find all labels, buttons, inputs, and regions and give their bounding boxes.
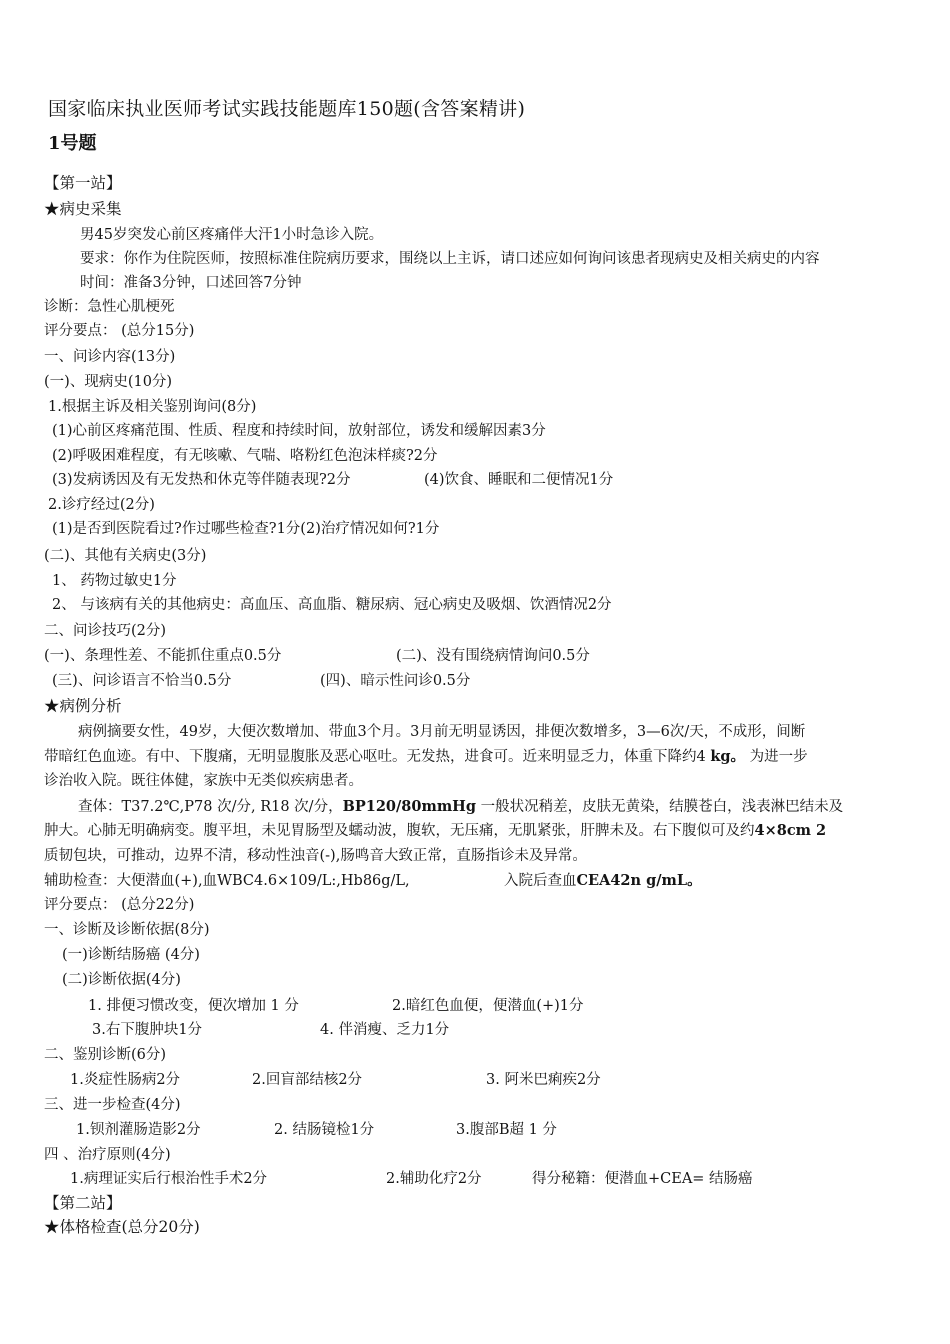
case-summary-line-2-text: 带暗红色血迹。有中、下腹痛，无明显腹胀及恶心呕吐。无发热，进食可。近来明显乏力，体重下降约4 [44,749,711,765]
differential-1: 1.炎症性肠病2分 [70,1072,181,1088]
basis-3: 3.右下腹肿块1分 [92,1022,203,1038]
inquiry-skill-4: (四)、暗示性问诊0.5分 [320,673,471,689]
differential-heading: 二、鉴别诊断(6分) [44,1047,167,1063]
inquiry-skill-1: (一)、条理性差、不能抓住重点0.5分 [44,648,282,664]
case-summary-line-2-tail: 为进一步 [745,749,808,765]
differential-3: 3. 阿米巴痢疾2分 [486,1072,601,1088]
case-summary-line-3: 诊治收入院。既往体健，家族中无类似疾病患者。 [44,773,363,789]
basis-1: 1. 排便习惯改变，便次增加 1 分 [88,998,299,1014]
further-exam-2: 2. 结肠镜检1分 [274,1122,375,1138]
case-analysis-heading: ★病例分析 [44,697,122,715]
aux-exam-line [504,871,702,891]
present-illness-heading: (一)、现病史(10分) [44,374,173,390]
inquiry-skill-3: (三)、问诊语言不恰当0.5分 [52,673,232,689]
basis-4: 4. 伴消瘦、乏力1分 [320,1022,450,1038]
other-history-2: 2、 与该病有关的其他病史：高血压、高血脂、糖尿病、冠心病史及吸烟、饮酒情况2分 [52,597,612,613]
history-taking-heading: ★病史采集 [44,200,122,218]
inquiry-content-heading: 一、问诊内容(13分) [44,349,176,365]
requirement-text: 要求：你作为住院医师，按照标准住院病历要求，围绕以上主诉，请口述应如何询问该患者现病史及相关病史的内容 [80,251,820,267]
item-1-3: (3)发病诱因及有无发热和休克等伴随表现?2分 [52,472,351,488]
further-exam-heading: 三、进一步检查(4分) [44,1097,181,1113]
further-exam-1: 1.钡剂灌肠造影2分 [76,1122,201,1138]
treatment-heading: 四 、治疗原则(4分) [44,1147,171,1163]
aux-exam-a: 辅助检查：大便潜血(+),血WBC4.6×109/L:,Hb86g/L, [44,873,410,889]
time-text: 时间：准备3分钟，口述回答7分钟 [80,275,302,291]
inquiry-skill-heading: 二、问诊技巧(2分) [44,623,167,639]
treatment-1: 1.病理证实后行根治性手术2分 [70,1171,268,1187]
other-history-heading: (二)、其他有关病史(3分) [44,548,207,564]
document-title: 国家临床执业医师考试实践技能题库150题(含答案精讲) [48,98,526,120]
weight-loss-value: kg。 [710,748,746,765]
aux-exam-b: 入院后查血 [504,873,577,889]
diagnosis-colon-cancer: (一)诊断结肠癌 (4分) [62,947,200,963]
exam-line-1 [78,797,843,817]
score-points-2: 评分要点： (总分22分) [44,897,195,913]
diagnosis-basis-heading: 一、诊断及诊断依据(8分) [44,922,210,938]
basis-2: 2.暗红色血便，便潜血(+)1分 [392,998,584,1014]
item-2-1: (1)是否到医院看过?作过哪些检查?1分(2)治疗情况如何?1分 [52,521,440,537]
physical-exam-heading: ★体格检查(总分20分) [44,1218,200,1236]
item-1-1: (1)心前区疼痛范围、性质、程度和持续时间，放射部位，诱发和缓解因素3分 [52,423,546,439]
mass-size: 4×8cm 2 [754,822,827,839]
item-2: 2.诊疗经过(2分) [48,497,155,513]
item-1-4: (4)饮食、睡眠和二便情况1分 [424,472,614,488]
diagnosis-text: 诊断：急性心肌梗死 [44,299,175,315]
inquiry-skill-2: (二)、没有围绕病情询问0.5分 [396,648,590,664]
exam-general: 一般状况稍差，皮肤无黄染，结膜苍白，浅表淋巴结未及 [476,799,844,815]
diagnosis-basis-subheading: (二)诊断依据(4分) [62,972,181,988]
item-1-2: (2)呼吸困难程度，有无咳嗽、气喘、咯粉红色泡沫样痰?2分 [52,448,438,464]
question-title: 1号题 [48,133,97,154]
scoring-tip: 得分秘籍：便潜血+CEA= 结肠癌 [532,1171,753,1187]
further-exam-3: 3.腹部B超 1 分 [456,1122,557,1138]
other-history-1: 1、 药物过敏史1分 [52,573,177,589]
item-1: 1.根据主诉及相关鉴别询问(8分) [48,399,257,415]
cea-value: CEA42n g/mL。 [576,872,702,889]
station-2-heading: 【第二站】 [44,1194,122,1212]
case-intro: 男45岁突发心前区疼痛伴大汗1小时急诊入院。 [80,227,384,243]
score-points-1: 评分要点： (总分15分) [44,323,195,339]
treatment-2: 2.辅助化疗2分 [386,1171,482,1187]
station-1-heading: 【第一站】 [44,174,122,192]
exam-vitals: 查体：T37.2℃,P78 次/分, R18 次/分， [78,799,343,815]
case-summary-line-1: 病例摘要女性，49岁，大便次数增加、带血3个月。3月前无明显诱因，排便次数增多，3—6次/天，不成形，间断 [78,724,806,740]
differential-2: 2.回盲部结核2分 [252,1072,363,1088]
case-summary-line-2 [44,747,808,767]
exam-line-3: 质韧包块，可推动，边界不清，移动性浊音(-),肠鸣音大致正常，直肠指诊未及异常。 [44,848,587,864]
exam-line-2 [44,821,826,841]
exam-abdomen: 肿大。心肺无明确病变。腹平坦，未见胃肠型及蠕动波，腹软，无压痛，无肌紧张，肝脾未及。右下腹似可及约 [44,823,755,839]
blood-pressure: BP120/80mmHg [342,798,477,815]
